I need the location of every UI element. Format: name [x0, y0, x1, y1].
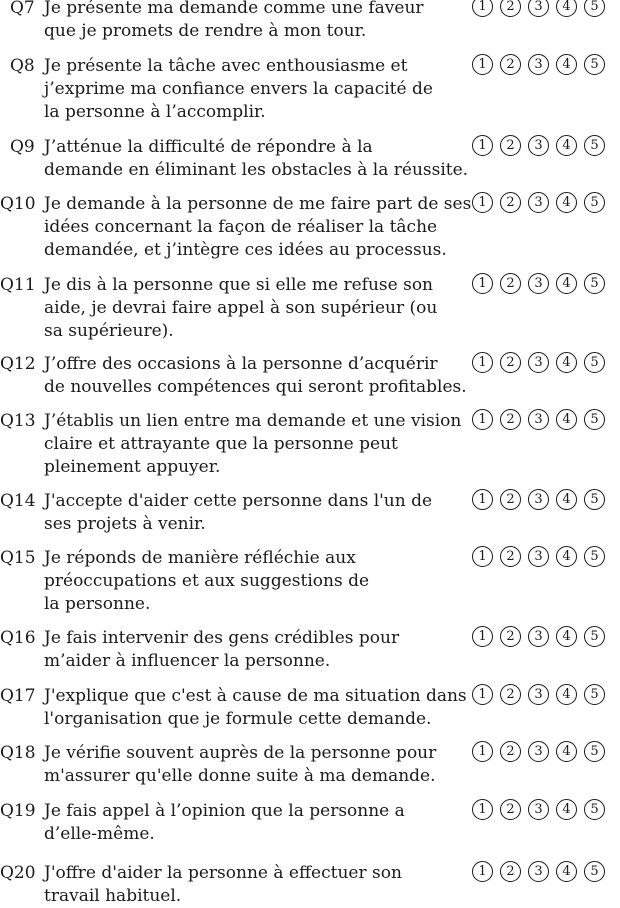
question-text-line: demande en éliminant les obstacles à la réussite.	[44, 160, 469, 180]
question-text-line: pleinement appuyer.	[44, 457, 221, 477]
rating-option-1[interactable]: 1	[472, 192, 493, 213]
question-text-line: préoccupations et aux suggestions de	[44, 571, 370, 591]
question-text-line: que je promets de rendre à mon tour.	[44, 21, 367, 41]
rating-option-4[interactable]: 4	[556, 352, 577, 373]
question-text-line: d’elle-même.	[44, 824, 155, 844]
question-text-line: m’aider à influencer la personne.	[44, 651, 331, 671]
question-text	[44, 742, 469, 788]
rating-option-5[interactable]: 5	[584, 741, 605, 762]
question-number: Q15	[0, 548, 36, 568]
question-text	[44, 410, 469, 479]
question-text-line: Je présente ma demande comme une faveur	[44, 0, 424, 18]
rating-option-1[interactable]: 1	[472, 626, 493, 647]
rating-scale	[472, 684, 605, 705]
rating-option-2[interactable]: 2	[500, 192, 521, 213]
rating-option-5[interactable]: 5	[584, 799, 605, 820]
rating-option-5[interactable]: 5	[584, 192, 605, 213]
rating-scale	[472, 135, 605, 156]
question-text	[44, 353, 469, 399]
rating-option-4[interactable]: 4	[556, 0, 577, 17]
rating-option-2[interactable]: 2	[500, 0, 521, 17]
question-number: Q13	[0, 411, 36, 431]
rating-option-2[interactable]: 2	[500, 546, 521, 567]
rating-option-2[interactable]: 2	[500, 741, 521, 762]
rating-option-5[interactable]: 5	[584, 273, 605, 294]
rating-scale	[472, 54, 605, 75]
question-number: Q17	[0, 686, 36, 706]
question-text-line: J'accepte d'aider cette personne dans l'un de	[44, 491, 433, 511]
question-number: Q10	[0, 194, 36, 214]
question-text	[44, 800, 469, 846]
question-number: Q11	[0, 275, 36, 295]
rating-option-3[interactable]: 3	[528, 409, 549, 430]
question-number: Q18	[0, 743, 36, 763]
question-number: Q20	[0, 863, 36, 883]
rating-option-2[interactable]: 2	[500, 684, 521, 705]
question-text	[44, 55, 469, 124]
question-text-line: claire et attrayante que la personne peut	[44, 434, 398, 454]
rating-option-2[interactable]: 2	[500, 861, 521, 882]
rating-option-3[interactable]: 3	[528, 684, 549, 705]
question-number: Q16	[0, 628, 36, 648]
rating-option-4[interactable]: 4	[556, 684, 577, 705]
question-text	[44, 862, 469, 908]
rating-option-4[interactable]: 4	[556, 54, 577, 75]
question-text-line: idées concernant la façon de réaliser la tâche	[44, 217, 438, 237]
question-text	[44, 490, 469, 536]
question-number: Q9	[10, 137, 35, 157]
rating-option-4[interactable]: 4	[556, 741, 577, 762]
question-text-line: J’offre des occasions à la personne d’acquérir	[44, 354, 438, 374]
rating-scale	[472, 799, 605, 820]
rating-option-3[interactable]: 3	[528, 546, 549, 567]
rating-option-5[interactable]: 5	[584, 626, 605, 647]
question-text-line: aide, je devrai faire appel à son supérieur (ou	[44, 298, 438, 318]
question-text-line: J’établis un lien entre ma demande et une vision	[44, 411, 462, 431]
rating-option-3[interactable]: 3	[528, 135, 549, 156]
rating-option-5[interactable]: 5	[584, 861, 605, 882]
rating-option-4[interactable]: 4	[556, 799, 577, 820]
question-text	[44, 685, 469, 731]
rating-option-1[interactable]: 1	[472, 54, 493, 75]
question-text-line: J'offre d'aider la personne à effectuer son	[44, 863, 402, 883]
rating-option-5[interactable]: 5	[584, 352, 605, 373]
rating-option-4[interactable]: 4	[556, 192, 577, 213]
question-text	[44, 547, 469, 616]
rating-option-5[interactable]: 5	[584, 684, 605, 705]
rating-option-2[interactable]: 2	[500, 799, 521, 820]
question-text-line: demandée, et j’intègre ces idées au processus.	[44, 240, 447, 260]
rating-option-1[interactable]: 1	[472, 546, 493, 567]
question-text-line: la personne.	[44, 594, 151, 614]
question-number: Q8	[10, 56, 35, 76]
question-number: Q14	[0, 491, 36, 511]
question-text-line: m'assurer qu'elle donne suite à ma demande.	[44, 766, 436, 786]
rating-scale	[472, 409, 605, 430]
question-text-line: travail habituel.	[44, 886, 182, 906]
question-text-line: J’atténue la difficulté de répondre à la	[44, 137, 373, 157]
question-text	[44, 627, 469, 673]
rating-scale	[472, 273, 605, 294]
rating-option-2[interactable]: 2	[500, 54, 521, 75]
question-text-line: la personne à l’accomplir.	[44, 102, 266, 122]
question-text-line: Je fais intervenir des gens crédibles pour	[44, 628, 400, 648]
rating-option-3[interactable]: 3	[528, 54, 549, 75]
rating-scale	[472, 192, 605, 213]
rating-option-1[interactable]: 1	[472, 741, 493, 762]
rating-option-1[interactable]: 1	[472, 861, 493, 882]
rating-option-4[interactable]: 4	[556, 861, 577, 882]
question-text	[44, 193, 472, 262]
rating-option-4[interactable]: 4	[556, 273, 577, 294]
question-text-line: Je vérifie souvent auprès de la personne pour	[44, 743, 437, 763]
rating-option-4[interactable]: 4	[556, 546, 577, 567]
rating-option-3[interactable]: 3	[528, 352, 549, 373]
question-text-line: Je demande à la personne de me faire part de ses	[44, 194, 472, 214]
question-text	[44, 136, 469, 182]
rating-option-5[interactable]: 5	[584, 546, 605, 567]
question-text-line: J'explique que c'est à cause de ma situation dans	[44, 686, 467, 706]
rating-option-4[interactable]: 4	[556, 626, 577, 647]
question-text-line: l'organisation que je formule cette demande.	[44, 709, 432, 729]
rating-option-4[interactable]: 4	[556, 409, 577, 430]
rating-option-1[interactable]: 1	[472, 352, 493, 373]
rating-option-3[interactable]: 3	[528, 273, 549, 294]
question-text-line: ses projets à venir.	[44, 514, 206, 534]
rating-option-2[interactable]: 2	[500, 352, 521, 373]
rating-option-5[interactable]: 5	[584, 409, 605, 430]
question-text	[44, 0, 469, 43]
question-number: Q12	[0, 354, 36, 374]
question-text-line: Je réponds de manière réfléchie aux	[44, 548, 356, 568]
rating-option-2[interactable]: 2	[500, 409, 521, 430]
rating-option-1[interactable]: 1	[472, 684, 493, 705]
question-number: Q7	[10, 0, 35, 18]
rating-option-1[interactable]: 1	[472, 799, 493, 820]
rating-option-3[interactable]: 3	[528, 489, 549, 510]
rating-option-1[interactable]: 1	[472, 273, 493, 294]
rating-scale	[472, 861, 605, 882]
question-text-line: de nouvelles compétences qui seront profitables.	[44, 377, 467, 397]
rating-option-5[interactable]: 5	[584, 135, 605, 156]
rating-option-4[interactable]: 4	[556, 135, 577, 156]
rating-scale	[472, 0, 605, 17]
rating-scale	[472, 626, 605, 647]
rating-option-1[interactable]: 1	[472, 489, 493, 510]
rating-option-1[interactable]: 1	[472, 0, 493, 17]
rating-option-3[interactable]: 3	[528, 799, 549, 820]
rating-option-3[interactable]: 3	[528, 0, 549, 17]
rating-option-1[interactable]: 1	[472, 409, 493, 430]
rating-option-4[interactable]: 4	[556, 489, 577, 510]
rating-option-5[interactable]: 5	[584, 54, 605, 75]
rating-option-1[interactable]: 1	[472, 135, 493, 156]
rating-scale	[472, 489, 605, 510]
rating-option-2[interactable]: 2	[500, 135, 521, 156]
question-text	[44, 274, 469, 343]
rating-option-3[interactable]: 3	[528, 861, 549, 882]
rating-option-3[interactable]: 3	[528, 741, 549, 762]
rating-option-5[interactable]: 5	[584, 0, 605, 17]
question-text-line: j’exprime ma confiance envers la capacité de	[44, 79, 433, 99]
rating-option-2[interactable]: 2	[500, 273, 521, 294]
rating-option-5[interactable]: 5	[584, 489, 605, 510]
rating-scale	[472, 352, 605, 373]
question-text-line: Je dis à la personne que si elle me refuse son	[44, 275, 433, 295]
rating-option-2[interactable]: 2	[500, 626, 521, 647]
rating-scale	[472, 546, 605, 567]
rating-option-3[interactable]: 3	[528, 192, 549, 213]
question-text-line: sa supérieure).	[44, 321, 174, 341]
question-number: Q19	[0, 801, 36, 821]
rating-scale	[472, 741, 605, 762]
question-text-line: Je fais appel à l’opinion que la personne a	[44, 801, 405, 821]
rating-option-3[interactable]: 3	[528, 626, 549, 647]
question-text-line: Je présente la tâche avec enthousiasme et	[44, 56, 408, 76]
rating-option-2[interactable]: 2	[500, 489, 521, 510]
